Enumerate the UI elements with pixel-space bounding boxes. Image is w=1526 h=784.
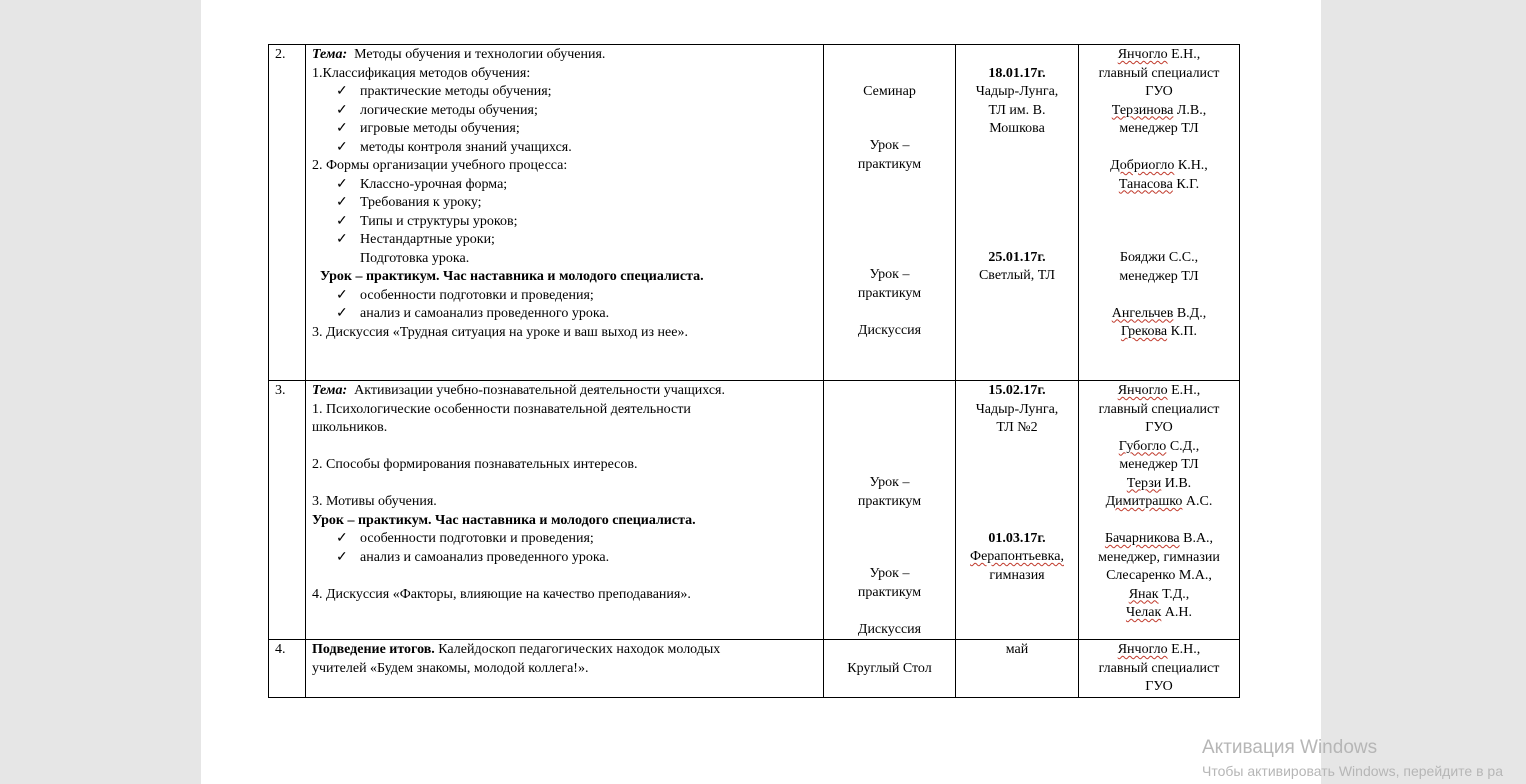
row-number: 4.: [269, 640, 306, 698]
check-icon: ✓: [336, 84, 348, 99]
watermark-subtitle: Чтобы активировать Windows, перейдите в ра: [1202, 763, 1503, 779]
list-item: ✓ особенности подготовки и проведения;: [312, 530, 817, 549]
table-row: [269, 45, 1240, 381]
list-item: ✓ методы контроля знаний учащихся.: [312, 139, 817, 158]
check-icon: ✓: [336, 195, 348, 210]
windows-activation-watermark: [1202, 737, 1503, 779]
row-number: 2.: [269, 45, 306, 381]
list-item: ✓ Классно-урочная форма;: [312, 176, 817, 195]
practicum-heading: Урок – практикум. Час наставника и молодого специалиста.: [312, 512, 696, 528]
row-responsible[interactable]: Янчогло Е.Н., главный специалист ГУО Губогло С.Д., менеджер ТЛ Терзи И.В. Димитрашко А.С. Бачарникова В.А., менеджер, гимназии Слесаренко М.А., Янак Т.Д., Челак А.Н.: [1079, 381, 1240, 640]
list-item: ✓ Нестандартные уроки;: [312, 231, 817, 250]
check-icon: ✓: [336, 306, 348, 321]
check-icon: ✓: [336, 176, 348, 192]
check-icon: ✓: [336, 102, 348, 118]
list-item: ✓ логические методы обучения;: [312, 102, 817, 121]
row-content[interactable]: Подведение итогов. Калейдоскоп педагогических находок молодых учителей «Будем знакомы, молодой коллега!».: [306, 640, 824, 698]
row-date[interactable]: май: [956, 640, 1079, 698]
row-content[interactable]: Тема: Активизации учебно-познавательной деятельности учащихся. 1. Психологические особенности познавательной деятельности школьников. 2. Способы формирования познавательных интересов. 3. Мотивы обучения. Урок – практикум. Час наставника и молодого специалиста. ✓ особенности подготовки и проведения; ✓ анализ и самоанализ проведенного урока. 4. Дискуссия «Факторы, влияющие на качество преподавания».: [306, 381, 824, 640]
check-icon: ✓: [336, 549, 348, 565]
watermark-title: Активация Windows: [1202, 737, 1378, 758]
practicum-heading: Урок – практикум. Час наставника и молодого специалиста.: [320, 269, 704, 284]
row-form[interactable]: Семинар Урок – практикум Урок – практикум Дискуссия: [824, 45, 956, 381]
table-row: [269, 640, 1240, 698]
list-item: ✓ практические методы обучения;: [312, 83, 817, 102]
check-icon: ✓: [336, 213, 348, 229]
check-icon: ✓: [336, 139, 348, 155]
theme-text: Активизации учебно-познавательной деятельности учащихся.: [354, 383, 725, 398]
theme-label: Тема:: [312, 383, 348, 398]
check-icon: ✓: [336, 232, 348, 247]
list-item: ✓ игровые методы обучения;: [312, 120, 817, 139]
list-item: ✓ анализ и самоанализ проведенного урока.: [312, 305, 817, 324]
row-date[interactable]: 18.01.17г. Чадыр-Лунга, ТЛ им. В. Мошкова 25.01.17г. Светлый, ТЛ: [956, 45, 1079, 381]
table-row: [269, 381, 1240, 640]
list-item: ✓ Требования к уроку;: [312, 194, 817, 213]
check-icon: ✓: [336, 121, 348, 136]
row-content[interactable]: Тема: Методы обучения и технологии обучения. 1.Классификация методов обучения: ✓ практические методы обучения; ✓ логические методы обучения; ✓ игровые методы обучения; ✓ методы контроля знаний учащихся. 2. Формы организации учебного процесса: ✓ Классно-урочная форма; ✓ Требования к уроку; ✓ Типы и структуры уроков; ✓ Нестандартные уроки; Подготовка урока. Урок – практикум. Час наставника и молодого специалиста. ✓ особенности подготовки и проведения; ✓ анализ и самоанализ проведенного урока. 3. Дискуссия «Трудная ситуация на уроке и ваш выход из нее».: [306, 45, 824, 381]
row-responsible[interactable]: Янчогло Е.Н., главный специалист ГУО: [1079, 640, 1240, 698]
schedule-table: [268, 44, 1240, 698]
list-item: ✓ Типы и структуры уроков;: [312, 213, 817, 232]
row-number: 3.: [269, 381, 306, 640]
list-item: ✓ особенности подготовки и проведения;: [312, 287, 817, 306]
theme-label: Тема:: [312, 47, 348, 62]
theme-text: Методы обучения и технологии обучения.: [354, 47, 606, 62]
row-responsible[interactable]: Янчогло Е.Н., главный специалист ГУО Терзинова Л.В., менеджер ТЛ Добриогло К.Н., Танасова К.Г. Бояджи С.С., менеджер ТЛ Ангельчев В.Д., Грекова К.П.: [1079, 45, 1240, 381]
row-date[interactable]: 15.02.17г. Чадыр-Лунга, ТЛ №2 01.03.17г. Ферапонтьевка, гимназия: [956, 381, 1079, 640]
list-item: ✓ анализ и самоанализ проведенного урока.: [312, 549, 817, 568]
check-icon: ✓: [336, 287, 348, 303]
check-icon: ✓: [336, 531, 348, 546]
row-form[interactable]: Урок – практикум Урок – практикум Дискуссия: [824, 381, 956, 640]
row-form[interactable]: Круглый Стол: [824, 640, 956, 698]
